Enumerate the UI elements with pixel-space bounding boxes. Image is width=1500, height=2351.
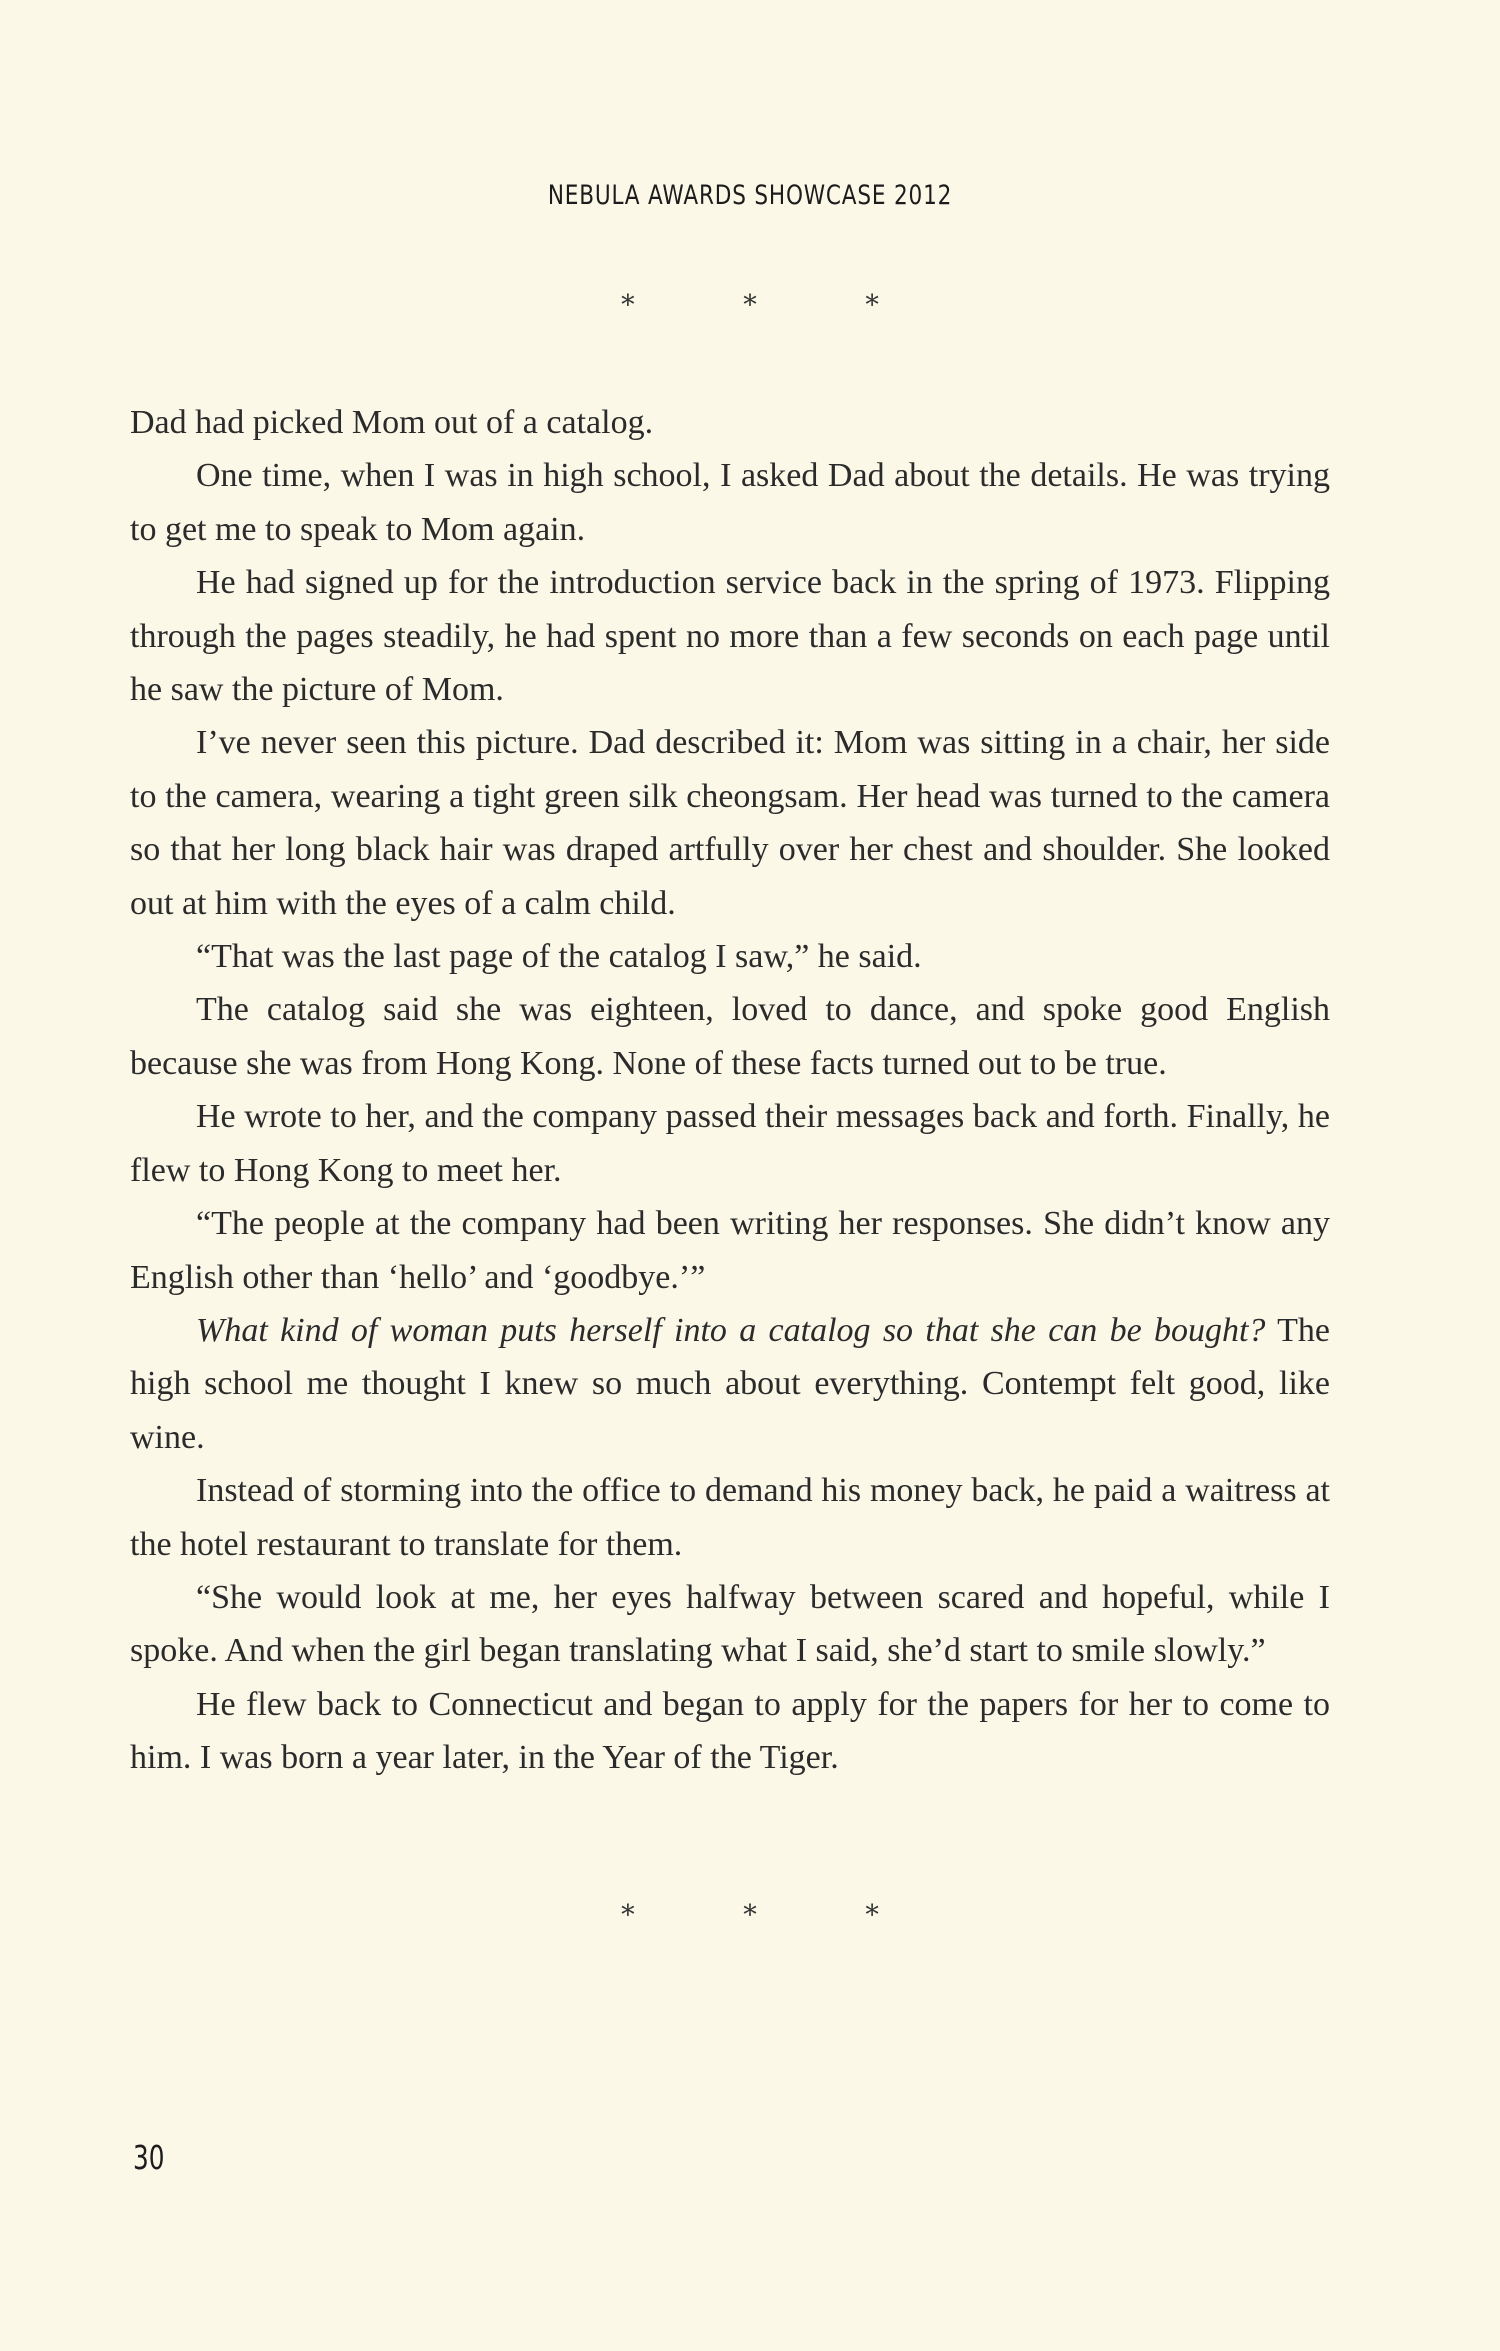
- section-divider-bottom: * * *: [621, 1900, 929, 1931]
- paragraph: He flew back to Connecticut and began to apply for the papers for her to come to him. I was born a year later, in the Year of the Tiger.: [130, 1685, 1330, 1777]
- paragraph: The catalog said she was eighteen, loved to dance, and spoke good English because she was from Hong Kong. None of these facts turned out to be true.: [130, 991, 1330, 1082]
- paragraph: Dad had picked Mom out of a catalog.: [130, 404, 654, 441]
- paragraph: “The people at the company had been writing her responses. She didn’t know any English other than ‘hello’ and ‘goodbye.’”: [130, 1205, 1330, 1296]
- running-header: NEBULA AWARDS SHOWCASE 2012: [547, 180, 953, 211]
- page-number: 30: [133, 2138, 165, 2177]
- paragraph: Instead of storming into the office to demand his money back, he paid a waitress at the hotel restaurant to translate for them.: [130, 1472, 1330, 1563]
- paragraph-italic-question: [130, 1304, 1330, 1464]
- paragraph: He had signed up for the introduction service back in the spring of 1973. Flipping through the pages steadily, he had spent no more than a few seconds on each page until he saw the picture of Mom.: [130, 564, 1330, 709]
- paragraph: He wrote to her, and the company passed their messages back and forth. Finally, he flew to Hong Kong to meet her.: [130, 1098, 1330, 1189]
- paragraph: I’ve never seen this picture. Dad described it: Mom was sitting in a chair, her side to the camera, wearing a tight green silk cheongsam. Her head was turned to the camera so that her long black hair was draped artfully over her chest and shoulder. She looked out at him with the eyes of a calm child.: [130, 724, 1330, 922]
- italic-paragraph-rest: The high school me thought I knew so much about everything. Contempt felt good, like wine.: [130, 1311, 1330, 1456]
- body-text: [130, 396, 1330, 1785]
- italic-question: What kind of woman puts herself into a catalog so that she can be bought?: [196, 1311, 1266, 1349]
- paragraph: One time, when I was in high school, I asked Dad about the details. He was trying to get me to speak to Mom again.: [130, 457, 1330, 548]
- paragraph: “She would look at me, her eyes halfway between scared and hopeful, while I spoke. And when the girl began translating what I said, she’d start to smile slowly.”: [130, 1578, 1330, 1670]
- paragraph: “That was the last page of the catalog I saw,” he said.: [196, 938, 922, 976]
- section-divider-top: * * *: [621, 290, 929, 321]
